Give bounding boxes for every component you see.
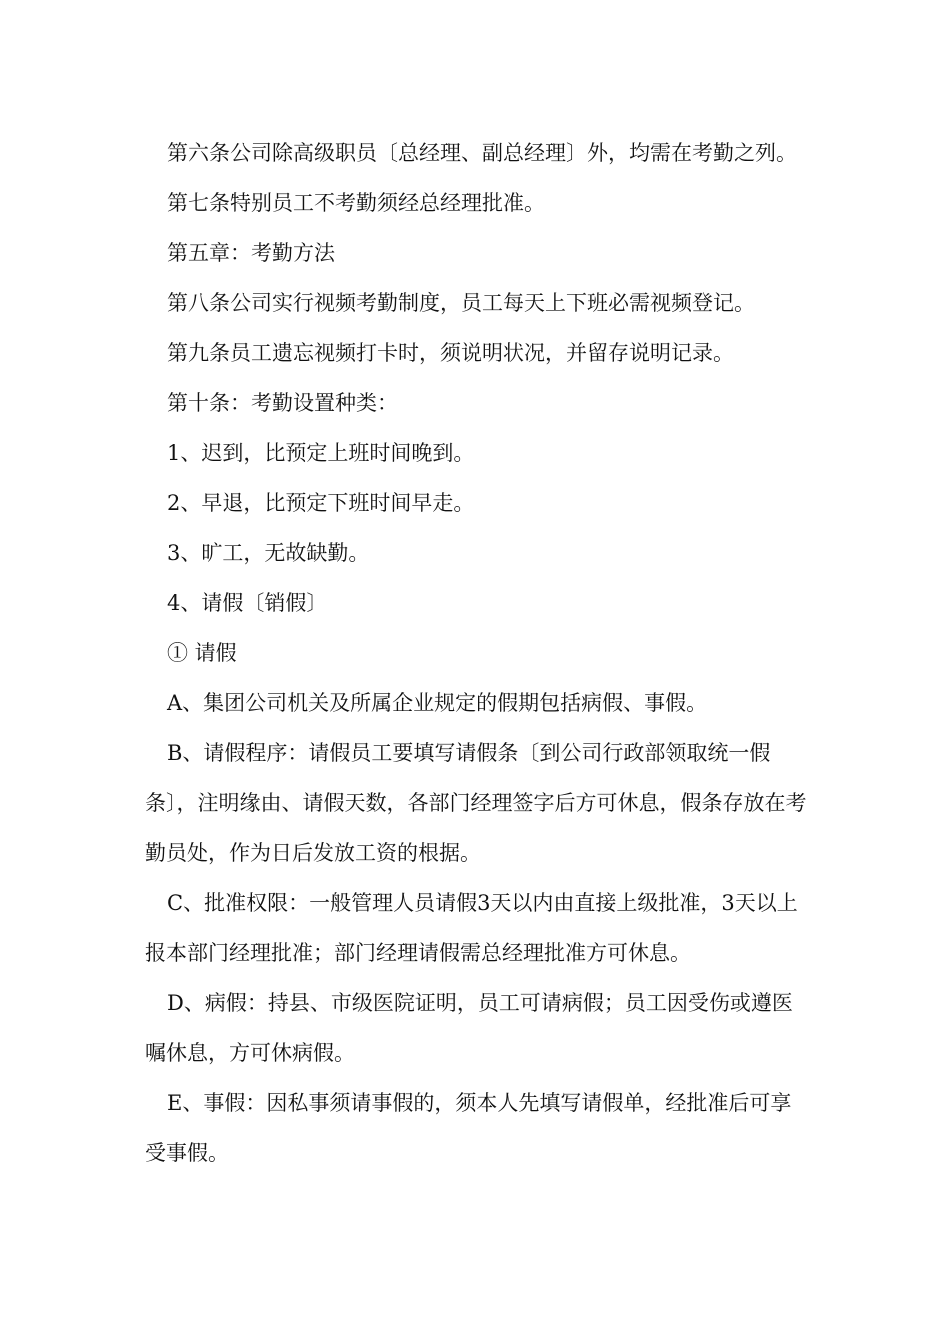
list-item-absent: 3、旷工，无故缺勤。	[167, 541, 370, 565]
list-item-leave: 4、请假〔销假〕	[167, 591, 328, 615]
paragraph-article-9: 第九条员工遗忘视频打卡时，须说明状况，并留存说明记录。	[167, 341, 734, 365]
document-body	[145, 128, 810, 1178]
paragraph-leave-a: A、集团公司机关及所属企业规定的假期包括病假、事假。	[167, 691, 708, 715]
list-item-late: 1、迟到，比预定上班时间晚到。	[167, 441, 475, 465]
paragraph-article-6: 第六条公司除高级职员〔总经理、副总经理〕外，均需在考勤之列。	[167, 141, 797, 165]
paragraph-leave-e: E、事假：因私事须请事假的，须本人先填写请假单，经批准后可享受事假。	[145, 1091, 792, 1165]
paragraph-leave-c: C、批准权限：一般管理人员请假3天以内由直接上级批准，3天以上报本部门经理批准；部门经理请假需总经理批准方可休息。	[145, 891, 798, 965]
paragraph-article-10: 第十条：考勤设置种类：	[167, 391, 398, 415]
paragraph-leave-d: D、病假：持县、市级医院证明，员工可请病假；员工因受伤或遵医嘱休息，方可休病假。	[145, 991, 793, 1065]
paragraph-article-8: 第八条公司实行视频考勤制度，员工每天上下班必需视频登记。	[167, 291, 755, 315]
paragraph-leave-b: B、请假程序：请假员工要填写请假条〔到公司行政部领取统一假条〕，注明缘由、请假天数，各部门经理签字后方可休息，假条存放在考勤员处，作为日后发放工资的根据。	[145, 741, 807, 865]
sub-heading-leave: ① 请假	[167, 641, 237, 665]
paragraph-article-7: 第七条特别员工不考勤须经总经理批准。	[167, 191, 545, 215]
chapter-heading-5: 第五章：考勤方法	[167, 241, 335, 265]
list-item-early-leave: 2、早退，比预定下班时间早走。	[167, 491, 475, 515]
